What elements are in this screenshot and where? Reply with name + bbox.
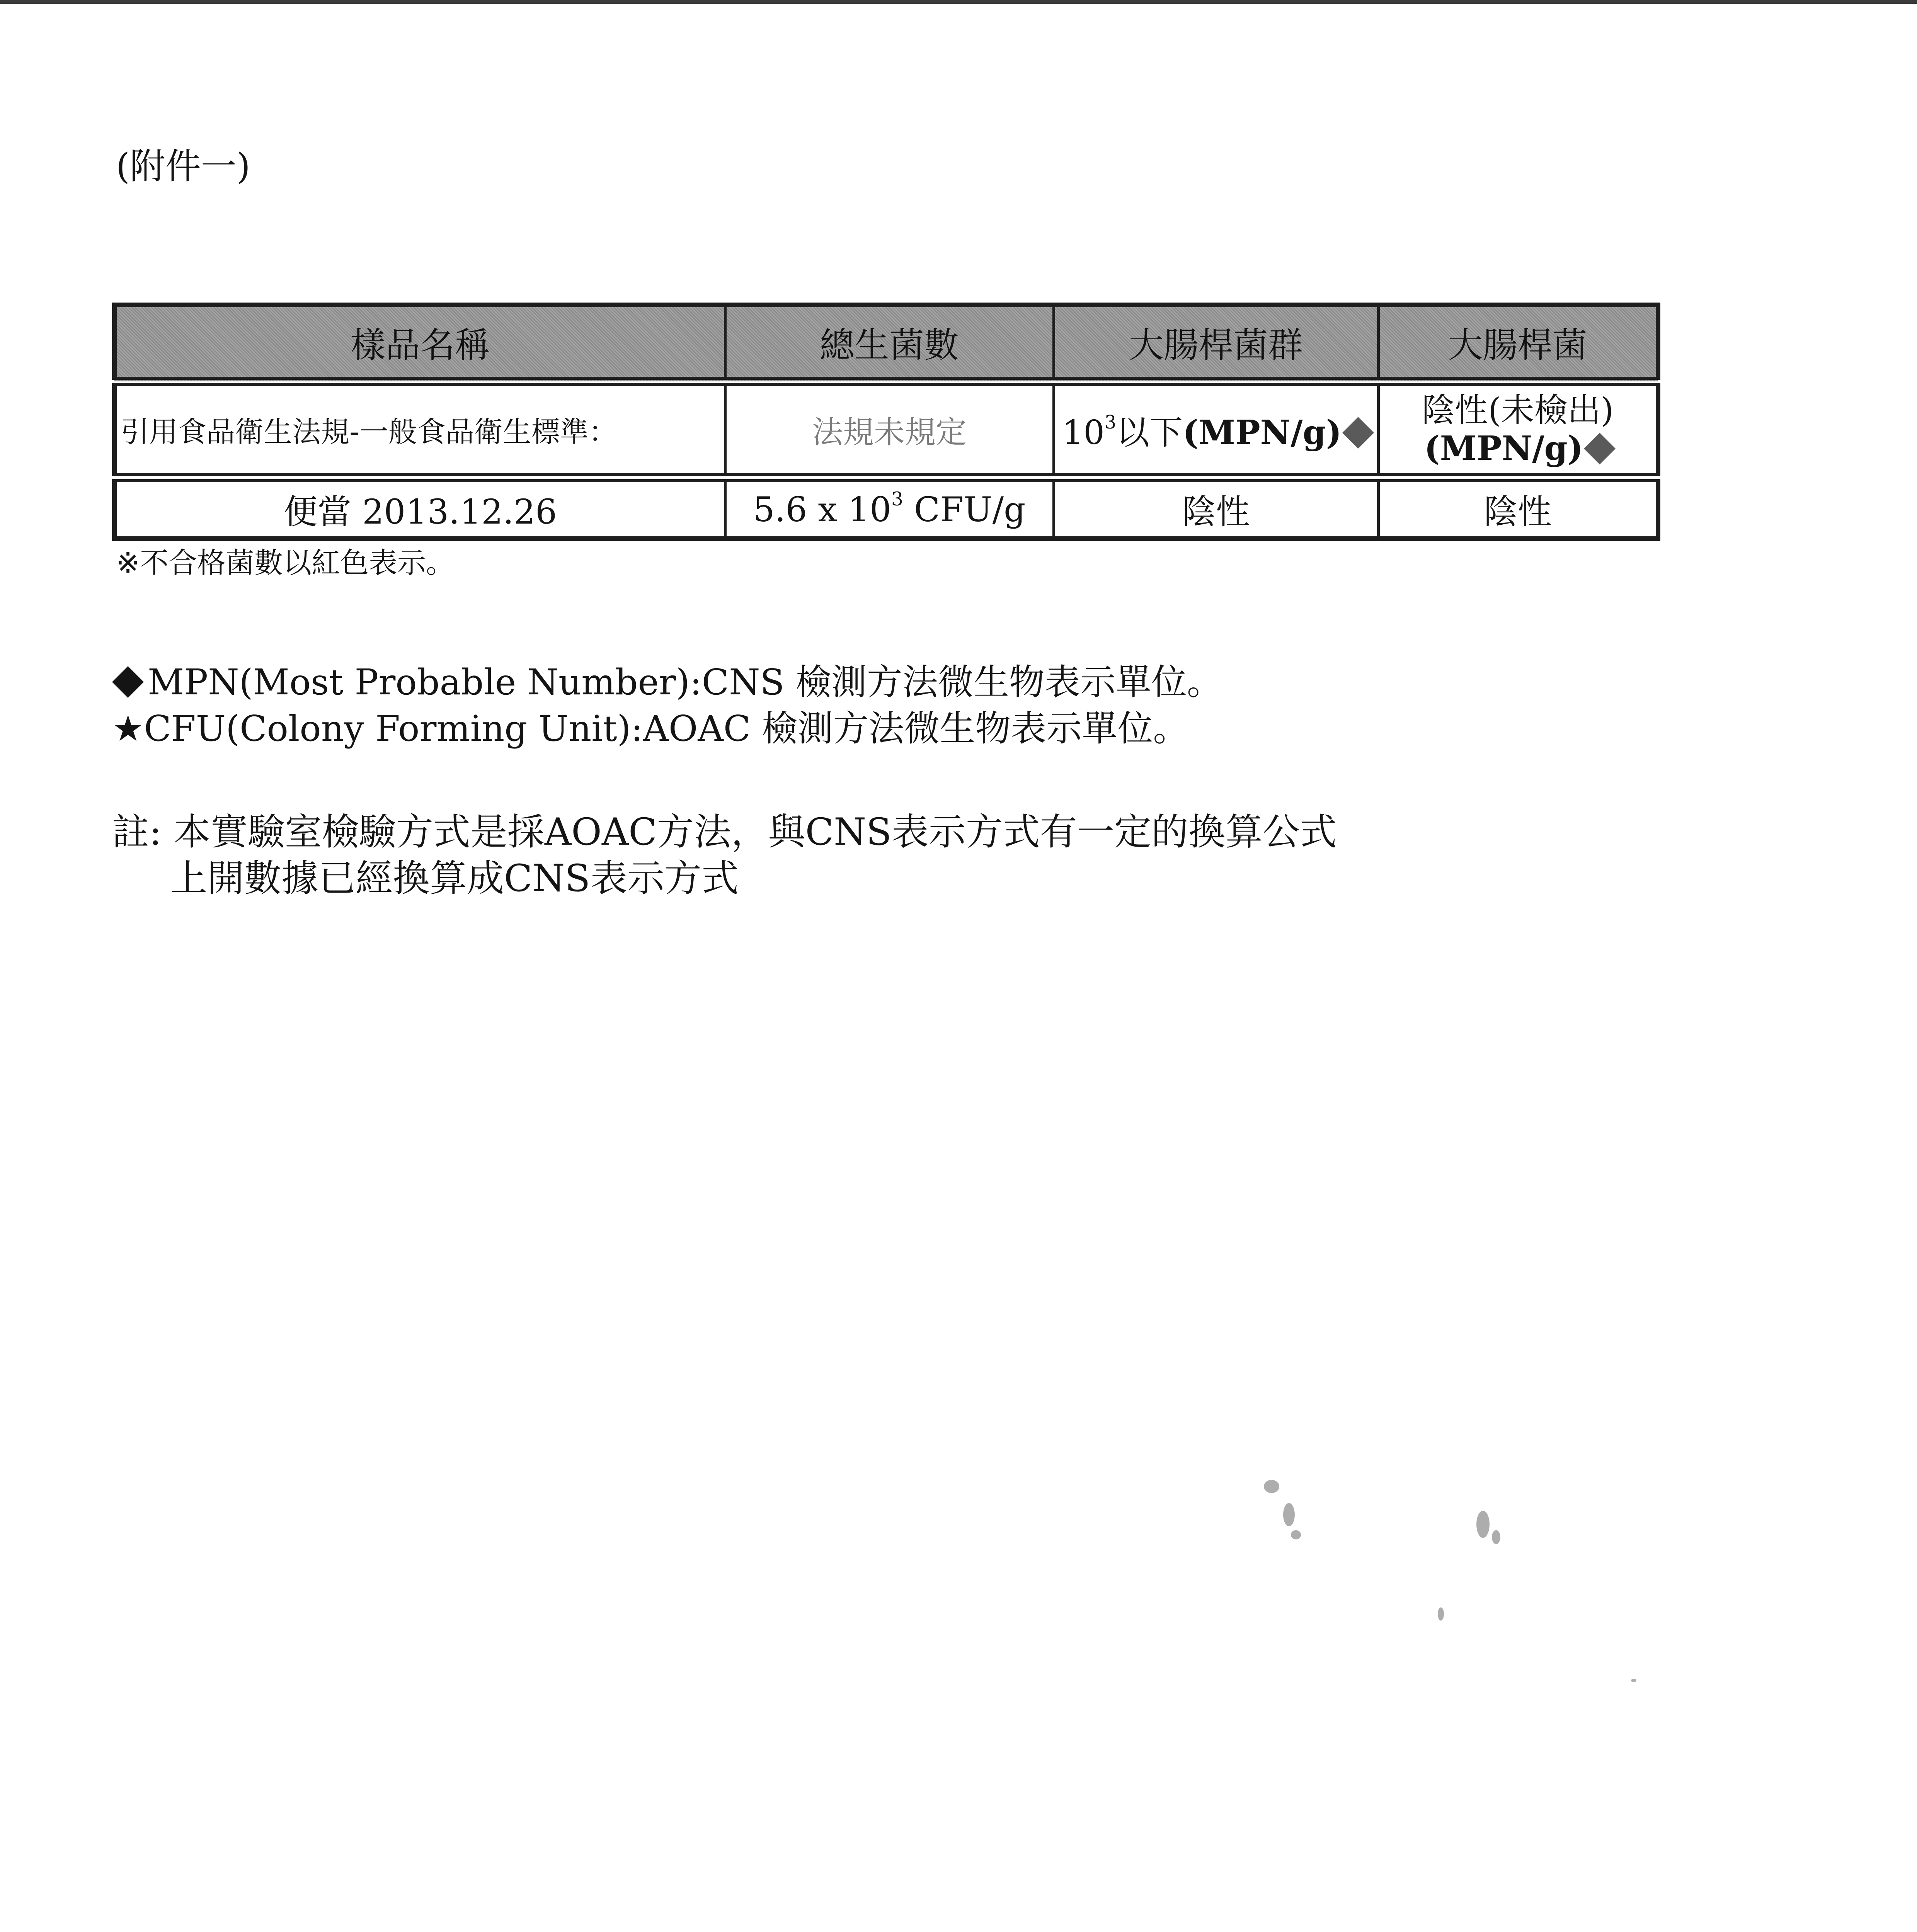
star-icon: ★ xyxy=(112,708,144,749)
standard-ecoli xyxy=(1378,381,1658,478)
results-table xyxy=(112,303,1660,541)
cfu-note-text: CFU(Colony Forming Unit):AOAC 檢測方法微生物表示單位。 xyxy=(144,708,1189,749)
sample-ecoli: 陰性 xyxy=(1378,478,1658,539)
coliform-unit: (MPN/g) xyxy=(1183,413,1342,452)
diamond-icon xyxy=(1584,433,1616,464)
total-count-unit: CFU/g xyxy=(903,489,1026,529)
sample-name: 便當 2013.12.26 xyxy=(114,478,725,539)
header-sample-name: 樣品名稱 xyxy=(114,305,725,381)
total-count-exponent: 3 xyxy=(891,488,903,510)
header-total-count: 總生菌數 xyxy=(725,305,1054,381)
standard-coliform xyxy=(1054,381,1378,478)
red-note: ※不合格菌數以紅色表示。 xyxy=(116,546,455,580)
diamond-icon xyxy=(1342,417,1374,449)
attachment-label: (附件一) xyxy=(116,146,250,187)
scan-speck xyxy=(1492,1530,1500,1544)
header-ecoli: 大腸桿菌 xyxy=(1378,305,1658,381)
scan-speck xyxy=(1264,1480,1279,1493)
standard-total-count: 法規未規定 xyxy=(725,381,1054,478)
sample-row xyxy=(114,478,1658,539)
remark-line-1: 註: 本實驗室檢驗方式是採AOAC方法，與CNS表示方式有一定的換算公式 xyxy=(112,810,1337,854)
scan-edge xyxy=(0,0,1917,4)
header-coliform: 大腸桿菌群 xyxy=(1054,305,1378,381)
remark-line-2: 上開數據已經換算成CNS表示方式 xyxy=(170,857,739,900)
scan-speck xyxy=(1283,1503,1295,1526)
coliform-limit-text: 以下 xyxy=(1116,413,1183,452)
coliform-base: 10 xyxy=(1062,413,1105,452)
scan-speck xyxy=(1291,1530,1301,1539)
total-count-value: 5.6 x 10 xyxy=(753,489,892,529)
table-header-row xyxy=(114,305,1658,381)
scan-speck xyxy=(1476,1511,1490,1538)
mpn-note-text: MPN(Most Probable Number):CNS 檢測方法微生物表示單位。 xyxy=(148,662,1222,703)
sample-coliform: 陰性 xyxy=(1054,478,1378,539)
ecoli-standard-unit: (MPN/g) xyxy=(1424,429,1583,468)
cfu-note xyxy=(112,708,1189,749)
ecoli-standard-line1: 陰性(未檢出) xyxy=(1422,391,1614,430)
coliform-exponent: 3 xyxy=(1104,412,1117,433)
sample-total-count xyxy=(725,478,1054,539)
scan-speck xyxy=(1631,1679,1636,1682)
standard-row xyxy=(114,381,1658,478)
standard-label: 引用食品衛生法規-一般食品衛生標準： xyxy=(114,381,725,478)
scan-speck xyxy=(1438,1607,1444,1621)
diamond-icon xyxy=(112,666,144,698)
mpn-note xyxy=(112,662,1222,703)
